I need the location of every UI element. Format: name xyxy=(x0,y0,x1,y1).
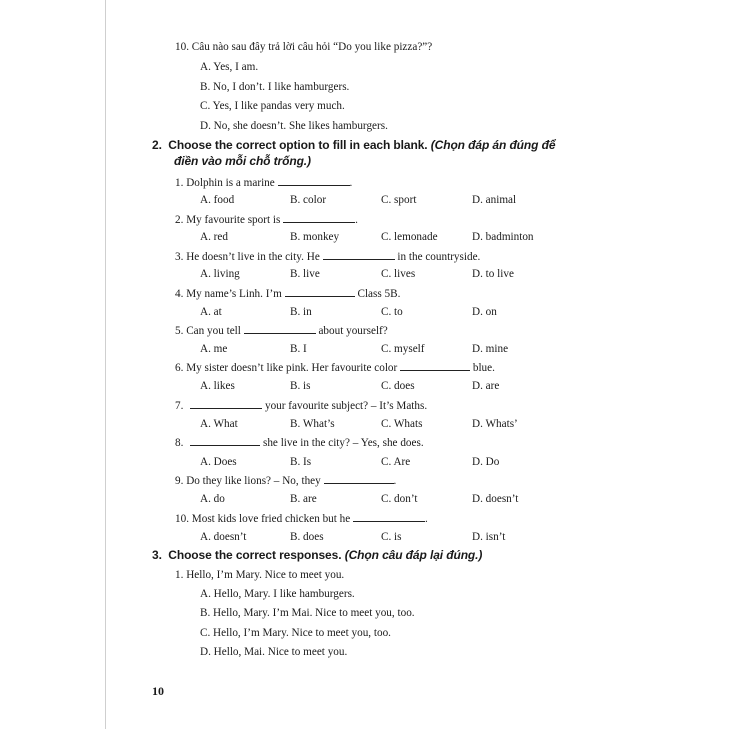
answer-option: A. likes xyxy=(200,380,235,392)
question-stem: 3. He doesn’t live in the city. He xyxy=(175,251,320,263)
answer-option: C. Whats xyxy=(381,418,423,430)
answer-option: A. do xyxy=(200,493,225,505)
answer-option: C. does xyxy=(381,380,415,392)
question-text xyxy=(175,286,400,301)
answer-option: C. myself xyxy=(381,343,425,355)
question-stem: 4. My name’s Linh. I’m xyxy=(175,288,282,300)
answer-option: B. in xyxy=(290,306,312,318)
answer-option: B. does xyxy=(290,531,324,543)
question-tail: in the countryside. xyxy=(397,251,481,263)
answer-option: A. Yes, I am. xyxy=(200,61,259,73)
answer-option: B. are xyxy=(290,493,317,505)
answer-option: A. Hello, Mary. I like hamburgers. xyxy=(200,588,355,600)
answer-option: D. Do xyxy=(472,456,500,468)
answer-option: D. No, she doesn’t. She likes hamburgers. xyxy=(200,120,388,132)
question-tail: . xyxy=(355,214,358,226)
page-number: 10 xyxy=(152,684,164,698)
question-tail: about yourself? xyxy=(318,325,388,337)
answer-option: B. Is xyxy=(290,456,312,468)
question-stem: 9. Do they like lions? – No, they xyxy=(175,475,321,487)
answer-option: B. Hello, Mary. I’m Mai. Nice to meet you, too. xyxy=(200,607,415,619)
answer-option: B. What’s xyxy=(290,418,335,430)
answer-option: D. Hello, Mai. Nice to meet you. xyxy=(200,646,348,658)
section-title: Choose the correct responses. xyxy=(168,548,342,562)
section-heading xyxy=(152,547,482,563)
section-title-vi: (Chọn đáp án đúng để xyxy=(430,138,556,152)
answer-option: A. doesn’t xyxy=(200,531,247,543)
answer-option: D. are xyxy=(472,380,500,392)
question-text xyxy=(175,175,352,190)
question-text xyxy=(175,473,396,488)
answer-option: C. don’t xyxy=(381,493,418,505)
answer-option: C. Yes, I like pandas very much. xyxy=(200,100,345,112)
answer-option: A. me xyxy=(200,343,228,355)
section-title-vi: điền vào mỗi chỗ trống.) xyxy=(174,154,311,168)
answer-option: A. What xyxy=(200,418,238,430)
answer-blank[interactable] xyxy=(323,249,395,260)
answer-option: B. live xyxy=(290,268,320,280)
question-tail: . xyxy=(349,177,353,189)
question-tail: . xyxy=(425,513,428,525)
answer-option: A. red xyxy=(200,231,228,243)
section-heading xyxy=(152,137,555,153)
section-title: Choose the correct option to fill in each blank. xyxy=(168,138,428,152)
section-title-vi: (Chọn câu đáp lại đúng.) xyxy=(344,548,483,562)
answer-blank[interactable] xyxy=(400,360,470,371)
answer-option: A. living xyxy=(200,268,240,280)
answer-blank[interactable] xyxy=(285,286,355,297)
answer-blank[interactable] xyxy=(324,473,394,484)
section-number: 2. xyxy=(152,138,162,152)
answer-option: D. Whats’ xyxy=(472,418,518,430)
answer-option: D. on xyxy=(472,306,497,318)
answer-option: C. lemonade xyxy=(381,231,438,243)
question-tail: . xyxy=(393,475,397,487)
answer-option: C. sport xyxy=(381,194,417,206)
question-tail: she live in the city? – Yes, she does. xyxy=(262,437,424,449)
answer-option: D. badminton xyxy=(472,231,534,243)
answer-option: D. to live xyxy=(472,268,514,280)
answer-option: C. Are xyxy=(381,456,411,468)
answer-blank[interactable] xyxy=(190,398,262,409)
answer-option: D. isn’t xyxy=(472,531,506,543)
answer-option: A. at xyxy=(200,306,222,318)
question-text xyxy=(175,323,388,338)
section-number: 3. xyxy=(152,548,162,562)
answer-blank[interactable] xyxy=(278,175,350,186)
question-text xyxy=(175,249,480,264)
answer-option: B. monkey xyxy=(290,231,340,243)
answer-option: D. mine xyxy=(472,343,509,355)
question-stem: 1. Dolphin is a marine xyxy=(175,177,275,189)
answer-blank[interactable] xyxy=(190,435,260,446)
question-tail: Class 5B. xyxy=(357,288,401,300)
answer-option: A. Does xyxy=(200,456,237,468)
answer-option: B. No, I don’t. I like hamburgers. xyxy=(200,81,350,93)
answer-option: D. animal xyxy=(472,194,517,206)
page-binding-line xyxy=(105,0,106,729)
question-stem: 2. My favourite sport is xyxy=(175,214,281,226)
answer-option: A. food xyxy=(200,194,235,206)
section-heading-cont xyxy=(174,153,311,169)
answer-option: B. is xyxy=(290,380,311,392)
answer-blank[interactable] xyxy=(353,511,425,522)
question-stem: 5. Can you tell xyxy=(175,325,241,337)
question-text xyxy=(175,360,495,375)
answer-option: B. I xyxy=(290,343,307,355)
answer-option: C. is xyxy=(381,531,402,543)
answer-blank[interactable] xyxy=(244,323,316,334)
answer-option: C. lives xyxy=(381,268,416,280)
question-text: 10. Câu nào sau đây trả lời câu hỏi “Do you like pizza?”? xyxy=(175,41,433,53)
question-text xyxy=(175,435,424,450)
question-text xyxy=(175,212,358,227)
question-tail: your favourite subject? – It’s Maths. xyxy=(264,400,428,412)
question-text xyxy=(175,398,427,413)
answer-option: B. color xyxy=(290,194,327,206)
question-text: 1. Hello, I’m Mary. Nice to meet you. xyxy=(175,569,345,581)
answer-option: D. doesn’t xyxy=(472,493,519,505)
question-tail: blue. xyxy=(472,362,495,374)
question-stem: 8. xyxy=(175,437,184,449)
question-stem: 10. Most kids love fried chicken but he xyxy=(175,513,351,525)
question-stem: 6. My sister doesn’t like pink. Her favourite color xyxy=(175,362,398,374)
answer-option: C. Hello, I’m Mary. Nice to meet you, too. xyxy=(200,627,391,639)
question-text xyxy=(175,511,428,526)
answer-blank[interactable] xyxy=(283,212,355,223)
question-stem: 7. xyxy=(175,400,184,412)
answer-option: C. to xyxy=(381,306,403,318)
